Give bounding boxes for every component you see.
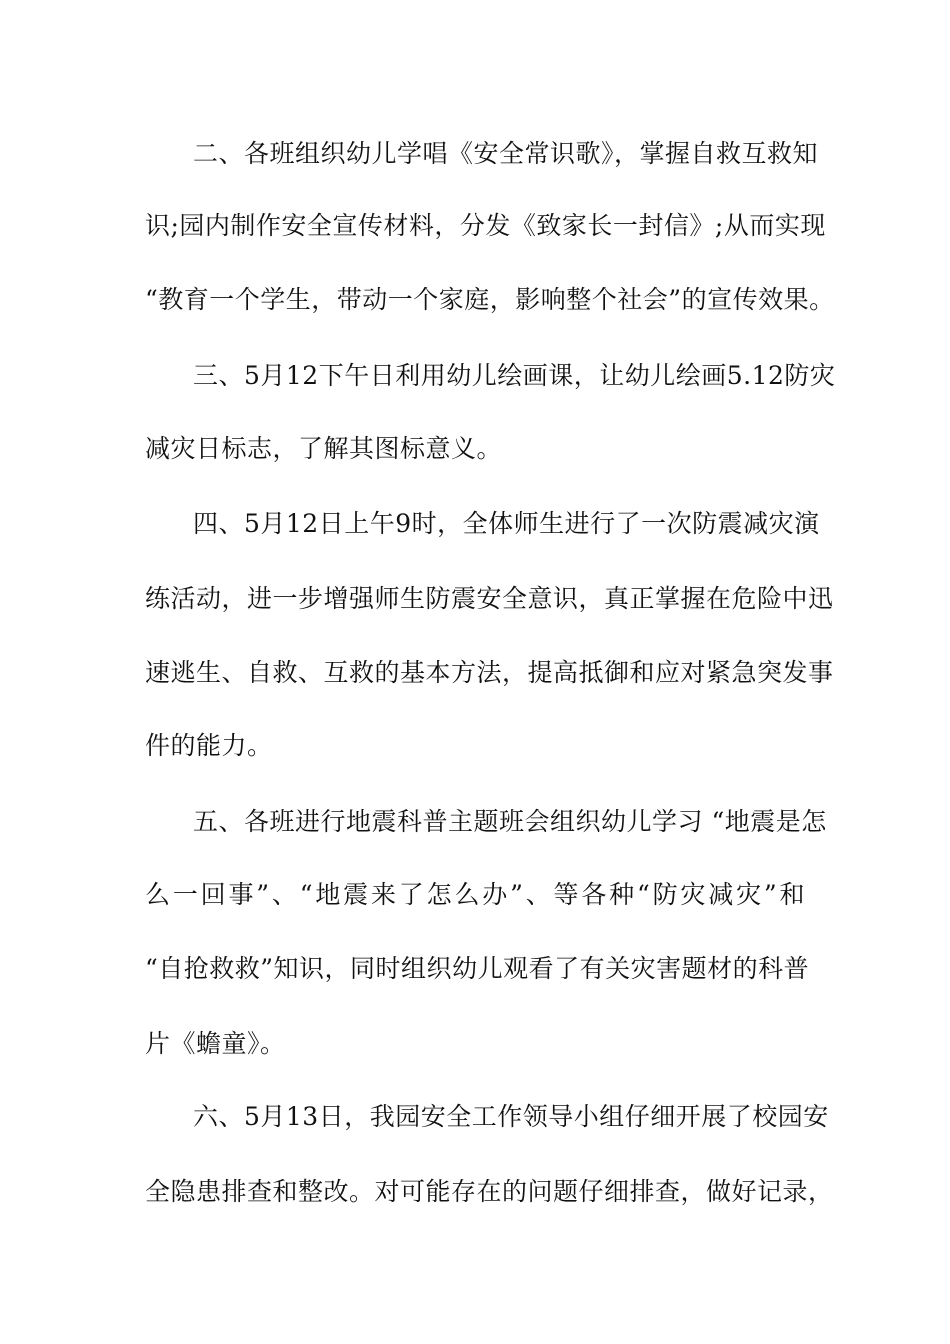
paragraph-6-line-2: 全隐患排查和整改。对可能存在的问题仔细排查，做好记录， xyxy=(145,1177,834,1206)
paragraph-2-line-2: 识;园内制作安全宣传材料，分发《致家长一封信》;从而实现 xyxy=(145,211,826,240)
paragraph-6-line-1: 六、5月13日，我园安全工作领导小组仔细开展了校园安 xyxy=(193,1102,829,1131)
paragraph-5-line-4: 片《蟾童》。 xyxy=(145,1029,286,1058)
paragraph-3-line-2: 减灾日标志，了解其图标意义。 xyxy=(145,434,503,463)
paragraph-5-line-2: 么一回事”、“地震来了怎么办”、等各种“防灾减灾”和 xyxy=(145,880,805,909)
paragraph-4-line-2: 练活动，进一步增强师生防震安全意识，真正掌握在危险中迅 xyxy=(145,584,834,613)
paragraph-4-line-1: 四、5月12日上午9时，全体师生进行了一次防震减灾演 xyxy=(193,509,820,538)
paragraph-4-line-3: 速逃生、自救、互救的基本方法，提高抵御和应对紧急突发事 xyxy=(145,658,834,687)
paragraph-5-line-1: 五、各班进行地震科普主题班会组织幼儿学习 “地震是怎 xyxy=(193,807,827,836)
paragraph-3-line-1: 三、5月12下午日利用幼儿绘画课，让幼儿绘画5.12防灾 xyxy=(193,361,836,390)
paragraph-5-line-3: “自抢救救”知识，同时组织幼儿观看了有关灾害题材的科普 xyxy=(145,954,810,983)
paragraph-2-line-1: 二、各班组织幼儿学唱《安全常识歌》，掌握自救互救知 xyxy=(193,139,819,168)
paragraph-4-line-4: 件的能力。 xyxy=(145,731,273,760)
paragraph-2-line-3: “教育一个学生，带动一个家庭，影响整个社会”的宣传效果。 xyxy=(145,285,835,314)
